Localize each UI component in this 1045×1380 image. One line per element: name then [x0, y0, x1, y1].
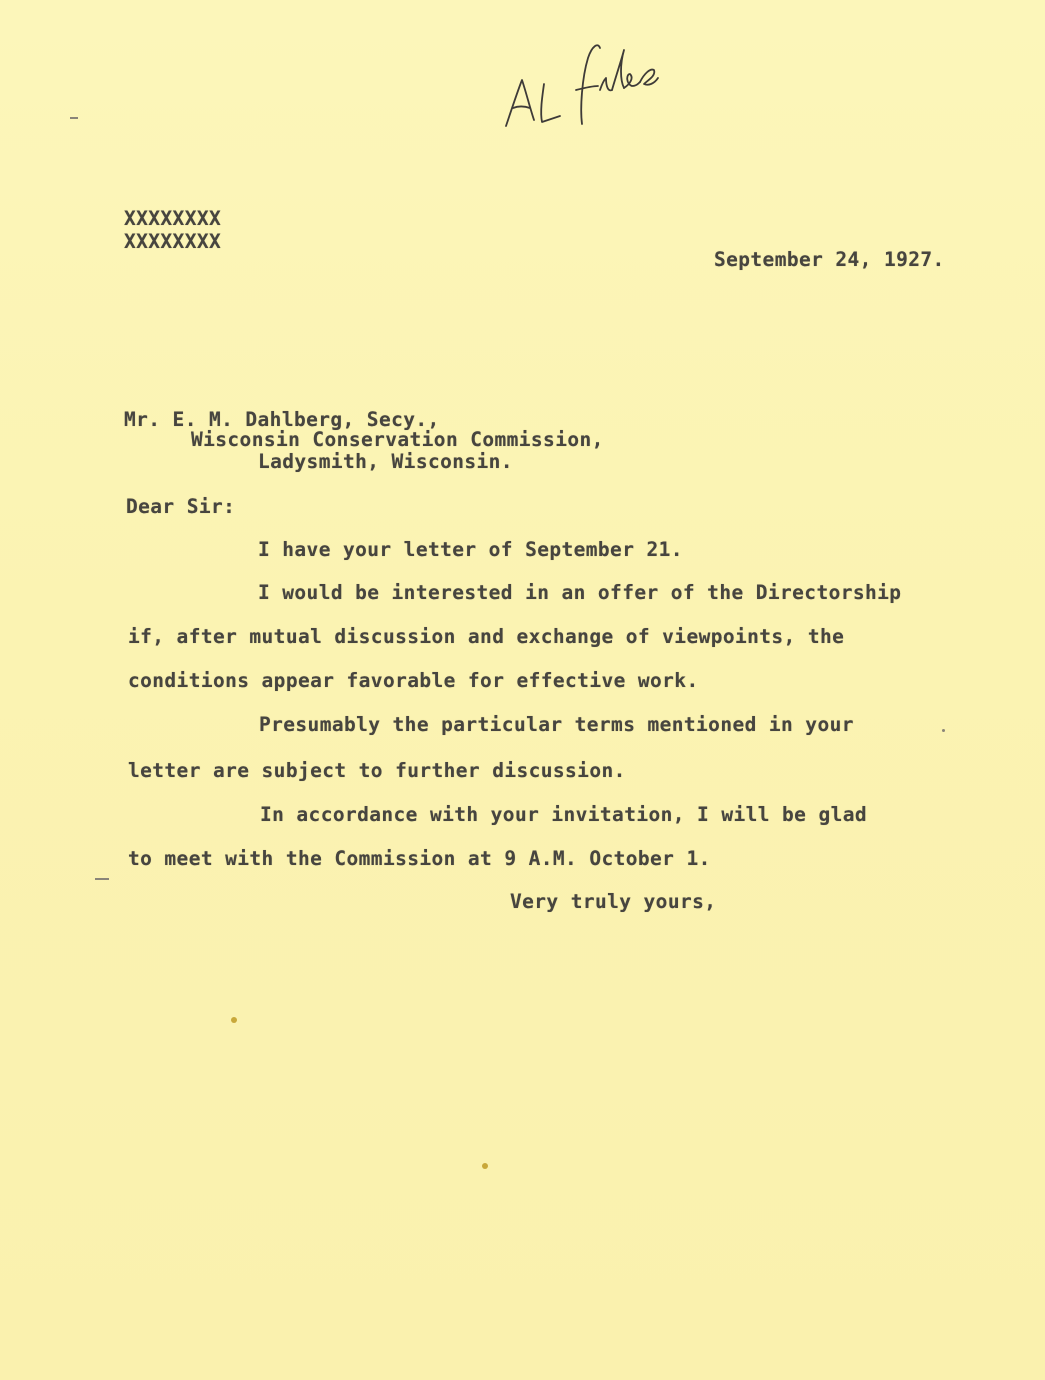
closing: Very truly yours,: [510, 890, 717, 913]
body-line-1: I have your letter of September 21.: [258, 538, 683, 561]
body-line-6: letter are subject to further discussion.: [128, 759, 626, 782]
recipient-name: Mr. E. M. Dahlberg, Secy.,: [124, 408, 440, 431]
body-line-7: In accordance with your invitation, I will be glad: [260, 803, 867, 826]
struck-reference-line-1: XXXXXXXX: [124, 207, 222, 230]
handwritten-annotation: [498, 28, 668, 138]
margin-tick-mark: [95, 878, 109, 880]
struck-reference-line-2: XXXXXXXX: [124, 230, 222, 253]
paper-speck: [482, 1163, 488, 1169]
body-line-2: I would be interested in an offer of the Directorship: [258, 581, 902, 604]
recipient-location: Ladysmith, Wisconsin.: [258, 450, 513, 473]
salutation: Dear Sir:: [126, 495, 236, 518]
body-line-5: Presumably the particular terms mentioned in your: [259, 713, 854, 736]
recipient-organization: Wisconsin Conservation Commission,: [191, 428, 604, 451]
body-line-4: conditions appear favorable for effective work.: [128, 669, 699, 692]
letter-date: September 24, 1927.: [714, 248, 945, 271]
body-line-8: to meet with the Commission at 9 A.M. October 1.: [128, 847, 711, 870]
body-line-3: if, after mutual discussion and exchange of viewpoints, the: [128, 625, 845, 648]
paper-speck: [231, 1017, 237, 1023]
paper-edge-mark: [70, 117, 78, 119]
paper-speck: [942, 729, 945, 732]
